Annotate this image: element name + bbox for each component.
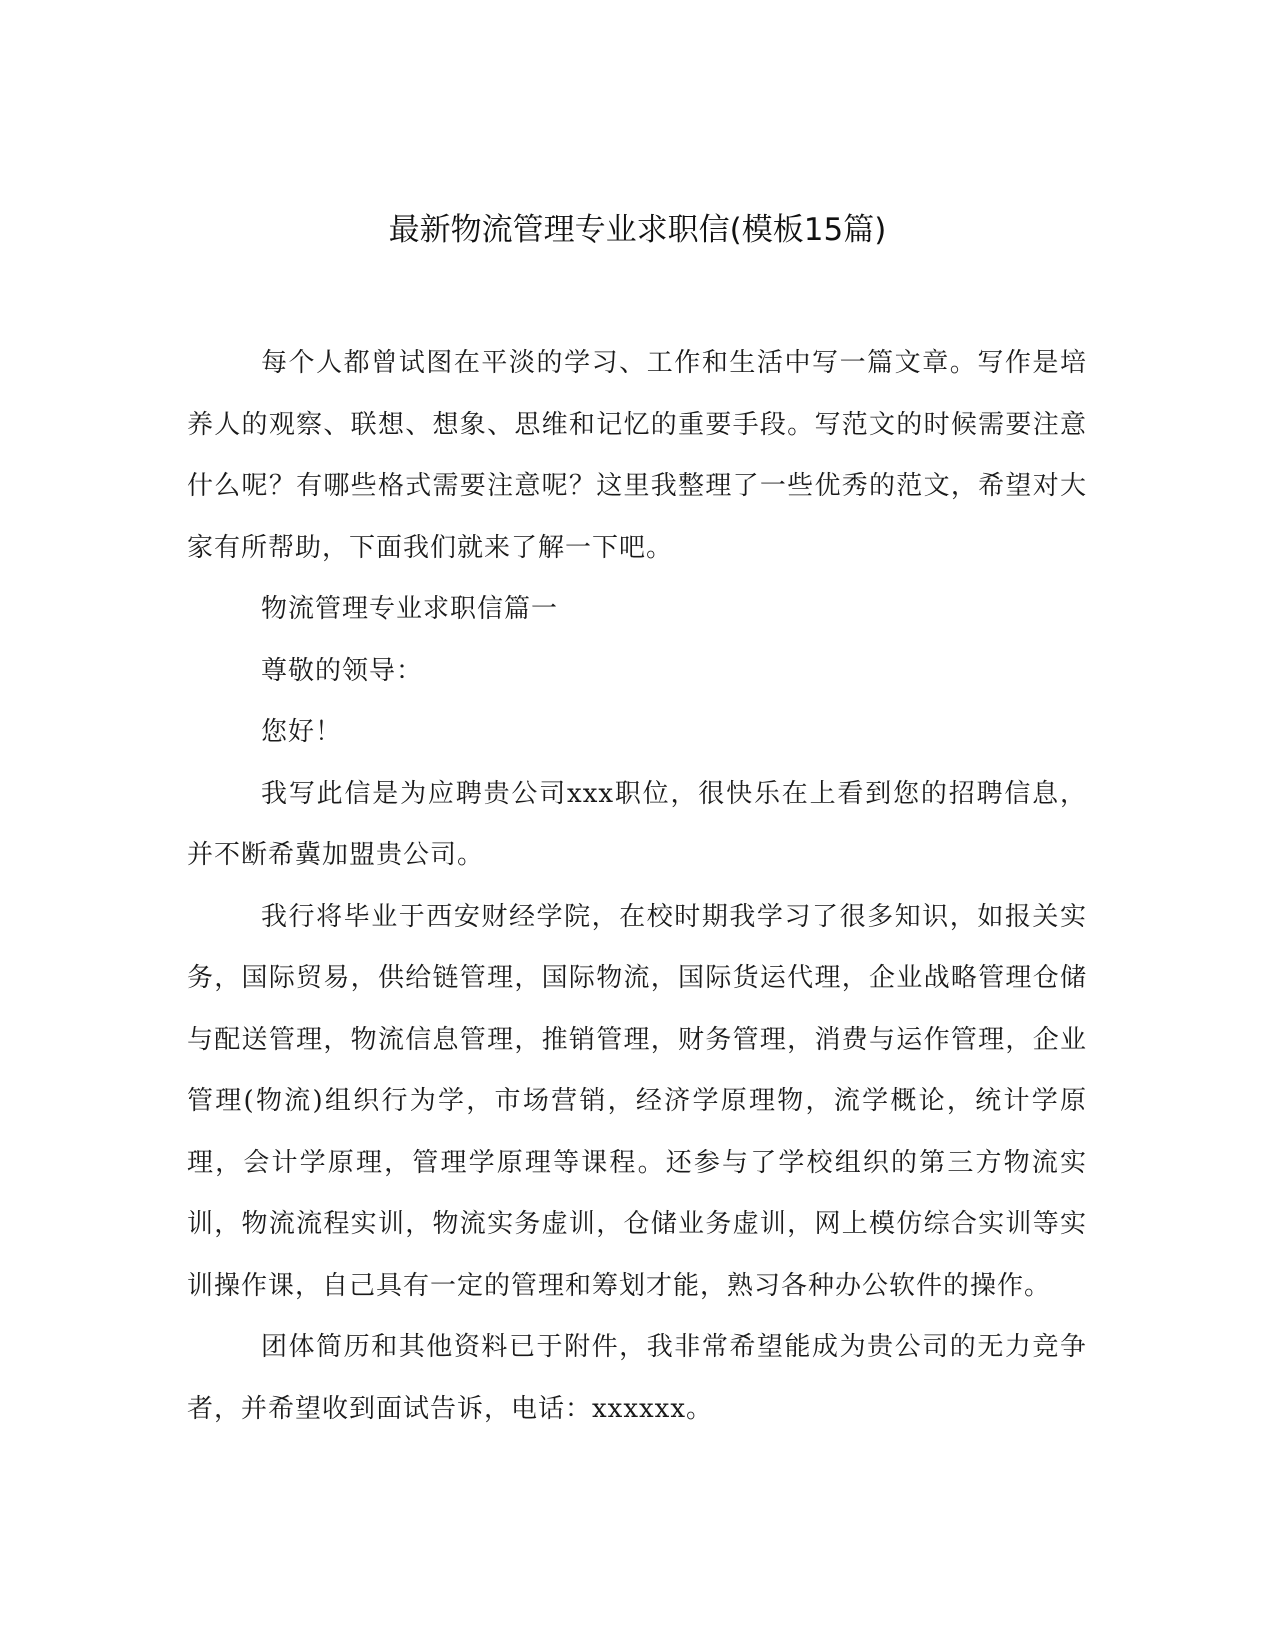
application-paragraph: 我写此信是为应聘贵公司xxx职位，很快乐在上看到您的招聘信息，并不断希冀加盟贵公司。 bbox=[187, 778, 1087, 870]
document-title: 最新物流管理专业求职信(模板15篇) bbox=[388, 212, 887, 248]
greeting: 您好！ bbox=[261, 717, 343, 747]
intro-paragraph: 每个人都曾试图在平淡的学习、工作和生活中写一篇文章。写作是培养人的观察、联想、想象、思维和记忆的重要手段。写范文的时候需要注意什么呢？有哪些格式需要注意呢？这里我整理了一些优秀的范文，希望对大家有所帮助，下面我们就来了解一下吧。 bbox=[187, 348, 1087, 563]
education-paragraph: 我行将毕业于西安财经学院，在校时期我学习了很多知识，如报关实务，国际贸易，供给链管理，国际物流，国际货运代理，企业战略管理仓储与配送管理，物流信息管理，推销管理，财务管理，消费与运作管理，企业管理(物流)组织行为学，市场营销，经济学原理物，流学概论，统计学原理，会计学原理，管理学原理等课程。还参与了学校组织的第三方物流实训，物流流程实训，物流实务虚训，仓储业务虚训，网上模仿综合实训等实训操作课，自己具有一定的管理和筹划才能，熟习各种办公软件的操作。 bbox=[187, 901, 1087, 1301]
salutation: 尊敬的领导： bbox=[261, 655, 424, 686]
section-heading: 物流管理专业求职信篇一 bbox=[261, 594, 559, 624]
document-body bbox=[187, 333, 1087, 1440]
closing-paragraph: 团体简历和其他资料已于附件，我非常希望能成为贵公司的无力竞争者，并希望收到面试告诉，电话：xxxxxx。 bbox=[187, 1332, 1087, 1424]
